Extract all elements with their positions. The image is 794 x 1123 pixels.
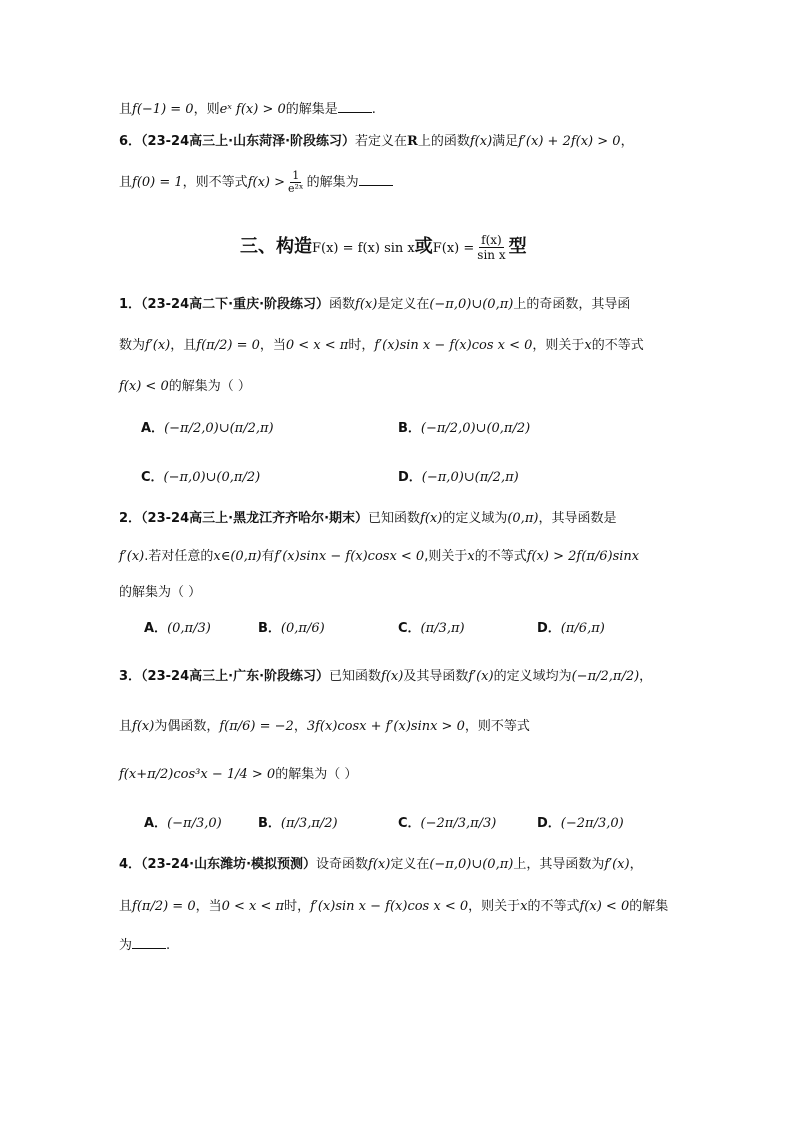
math-domain: (−π,0)∪(0,π) bbox=[429, 297, 514, 312]
q2-line-1 bbox=[119, 510, 616, 528]
option-label: B． bbox=[258, 621, 281, 636]
question-source: （23-24高三上·山东菏泽·阶段练习） bbox=[141, 134, 356, 149]
section-formula-2: F(x) = bbox=[432, 241, 475, 256]
text: 时， bbox=[284, 899, 311, 914]
question-source: （23-24高三上·黑龙江齐齐哈尔·期末） bbox=[141, 511, 369, 526]
section-or: 或 bbox=[414, 236, 433, 257]
text: ，其导函数是 bbox=[538, 511, 617, 526]
question-number: 6． bbox=[119, 134, 142, 149]
text: 的解集为（ ） bbox=[275, 767, 358, 782]
text: ，当 bbox=[259, 338, 286, 353]
q6-line-1 bbox=[119, 133, 634, 151]
math-derivative: f′(x) bbox=[604, 857, 630, 872]
text: 有 bbox=[261, 549, 275, 564]
text: ，则不等式 bbox=[464, 719, 530, 734]
text: ，则不等式 bbox=[182, 175, 248, 190]
q1-option-d[interactable] bbox=[398, 469, 519, 487]
text: 已知函数 bbox=[368, 511, 421, 526]
math-fx: f(x) bbox=[381, 669, 404, 684]
option-value: (0,π/3) bbox=[167, 621, 211, 636]
text: 的不等式 bbox=[527, 899, 580, 914]
text: 函数 bbox=[329, 297, 356, 312]
q3-line-2 bbox=[119, 718, 530, 736]
math-condition: 3f(x)cosx + f′(x)sinx > 0 bbox=[306, 719, 465, 734]
option-value: (−π/2,0)∪(π/2,π) bbox=[164, 421, 274, 436]
text: 为偶函数， bbox=[154, 719, 220, 734]
question-source: （23-24高三上·广东·阶段练习） bbox=[141, 669, 330, 684]
q3-option-d[interactable] bbox=[537, 815, 624, 833]
q2-line-3 bbox=[119, 584, 201, 602]
question-number: 3． bbox=[119, 669, 142, 684]
q3-option-b[interactable] bbox=[258, 815, 338, 833]
text: ， bbox=[639, 669, 653, 684]
option-label: C． bbox=[398, 621, 421, 636]
math-inequality: f(x) < 0 bbox=[579, 899, 630, 914]
math-condition: f(−1) = 0 bbox=[132, 102, 194, 117]
fraction bbox=[286, 170, 306, 195]
option-value: (π/6,π) bbox=[560, 621, 605, 636]
text: ， bbox=[620, 134, 634, 149]
section-title bbox=[240, 232, 527, 262]
q2-option-b[interactable] bbox=[258, 620, 325, 638]
q1-option-a[interactable] bbox=[141, 420, 274, 438]
q1-line-1 bbox=[119, 296, 630, 314]
q3-line-3 bbox=[119, 766, 357, 784]
text: 及其导函数 bbox=[403, 669, 469, 684]
option-label: C． bbox=[398, 816, 421, 831]
math-fx: f(x) bbox=[355, 297, 378, 312]
text: 的解集为（ ） bbox=[168, 379, 251, 394]
math-range: 0 < x < π bbox=[221, 899, 285, 914]
text: 时， bbox=[348, 338, 375, 353]
math-fx: f(x) bbox=[469, 134, 493, 149]
option-label: D． bbox=[398, 470, 422, 485]
question-number: 1． bbox=[119, 297, 142, 312]
question-number: 2． bbox=[119, 511, 142, 526]
q3-option-a[interactable] bbox=[144, 815, 222, 833]
text: 上，其导函数为 bbox=[513, 857, 605, 872]
option-value: (−π,0)∪(π/2,π) bbox=[421, 470, 519, 485]
math-domain: (−π/2,π/2) bbox=[571, 669, 640, 684]
text: 上的奇函数，其导函 bbox=[513, 297, 631, 312]
section-formula-1: F(x) = f(x) sin x bbox=[312, 241, 415, 256]
text: 为 bbox=[119, 938, 133, 953]
math-inequality: eˣ f(x) > 0 bbox=[219, 102, 286, 117]
question-source: （23-24·山东潍坊·模拟预测） bbox=[141, 857, 317, 872]
math-value: f(π/2) = 0 bbox=[132, 899, 196, 914]
math-x: x bbox=[584, 338, 592, 353]
question-number: 4． bbox=[119, 857, 142, 872]
math-derivative: f′(x) bbox=[145, 338, 171, 353]
math-x: x bbox=[467, 549, 475, 564]
math-x: x bbox=[520, 899, 528, 914]
fraction-denominator: e²ˣ bbox=[288, 182, 304, 195]
fraction-denominator: sin x bbox=[477, 247, 506, 262]
text: ,则关于 bbox=[424, 549, 468, 564]
question-source: （23-24高二下·重庆·阶段练习） bbox=[141, 297, 330, 312]
option-value: (π/3,π/2) bbox=[280, 816, 338, 831]
text: . bbox=[371, 102, 376, 117]
text: .若对任意的 bbox=[144, 549, 214, 564]
text: 且 bbox=[119, 175, 133, 190]
math-value: f(π/2) = 0 bbox=[196, 338, 260, 353]
q2-option-a[interactable] bbox=[144, 620, 211, 638]
q2-option-d[interactable] bbox=[537, 620, 605, 638]
text: 满足 bbox=[492, 134, 519, 149]
q6-line-2 bbox=[119, 170, 393, 195]
option-value: (−π/3,0) bbox=[167, 816, 222, 831]
math-domain: (−π,0)∪(0,π) bbox=[429, 857, 514, 872]
text: 上的函数 bbox=[417, 134, 470, 149]
math-inequality: f(x) > 2f(π/6)sinx bbox=[526, 549, 640, 564]
fraction-numerator: f(x) bbox=[481, 232, 502, 247]
math-condition: f′(x)sin x − f(x)cos x < 0 bbox=[310, 899, 469, 914]
answer-blank bbox=[359, 173, 393, 186]
section-prefix: 三、构造 bbox=[240, 236, 312, 257]
text: 是定义在 bbox=[377, 297, 430, 312]
q2-line-2 bbox=[119, 548, 639, 566]
math-condition: f′(x)sin x − f(x)cos x < 0 bbox=[374, 338, 533, 353]
text: 的解集为 bbox=[306, 175, 359, 190]
math-fx: f(x) bbox=[368, 857, 391, 872]
option-label: A． bbox=[144, 621, 168, 636]
option-label: B． bbox=[398, 421, 421, 436]
q2-option-c[interactable] bbox=[398, 620, 465, 638]
option-value: (−2π/3,0) bbox=[560, 816, 624, 831]
text: ， bbox=[293, 719, 307, 734]
math-inequality: f(x) > bbox=[247, 175, 285, 190]
answer-blank bbox=[132, 936, 166, 949]
q4-line-3 bbox=[119, 936, 170, 955]
text: ，则关于 bbox=[532, 338, 585, 353]
math-membership: x∈(0,π) bbox=[213, 549, 262, 564]
text: ，且 bbox=[170, 338, 197, 353]
text: 的定义域为 bbox=[442, 511, 508, 526]
fraction-numerator: 1 bbox=[292, 169, 300, 182]
text: 的解集是 bbox=[285, 102, 338, 117]
q4-line-1 bbox=[119, 856, 643, 874]
math-domain: (0,π) bbox=[507, 511, 539, 526]
section-fraction bbox=[475, 233, 507, 262]
option-label: D． bbox=[537, 816, 561, 831]
text: 且 bbox=[119, 719, 133, 734]
option-value: (−2π/3,π/3) bbox=[420, 816, 497, 831]
text: 的定义域均为 bbox=[493, 669, 572, 684]
math-derivative: f′(x) bbox=[119, 549, 145, 564]
option-value: (π/3,π) bbox=[420, 621, 465, 636]
math-range: 0 < x < π bbox=[285, 338, 349, 353]
q4-line-2 bbox=[119, 898, 668, 916]
text: 的不等式 bbox=[591, 338, 644, 353]
q3-line-1 bbox=[119, 668, 652, 686]
section-suffix: 型 bbox=[508, 236, 527, 257]
prev-q5-last-line bbox=[119, 100, 376, 119]
q1-line-3 bbox=[119, 378, 251, 396]
text: ， bbox=[629, 857, 643, 872]
answer-blank bbox=[338, 100, 372, 113]
option-value: (0,π/6) bbox=[280, 621, 325, 636]
math-f0: f(0) = 1 bbox=[132, 175, 183, 190]
math-inequality: f(x) < 0 bbox=[119, 379, 169, 394]
option-label: A． bbox=[141, 421, 165, 436]
text: ，则关于 bbox=[468, 899, 521, 914]
text: 数为 bbox=[119, 338, 146, 353]
math-condition: f′(x) + 2f(x) > 0 bbox=[518, 134, 621, 149]
math-value: f(π/6) = −2 bbox=[219, 719, 294, 734]
option-label: C． bbox=[141, 470, 164, 485]
math-fx: f(x) bbox=[132, 719, 155, 734]
option-value: (−π/2,0)∪(0,π/2) bbox=[420, 421, 531, 436]
text: 的不等式 bbox=[474, 549, 527, 564]
text: ，当 bbox=[195, 899, 222, 914]
math-condition: f′(x)sinx − f(x)cosx < 0 bbox=[274, 549, 425, 564]
math-derivative: f′(x) bbox=[468, 669, 494, 684]
q3-option-c[interactable] bbox=[398, 815, 496, 833]
math-inequality: f(x+π/2)cos³x − 1/4 > 0 bbox=[119, 767, 276, 782]
text: 的解集为（ ） bbox=[119, 585, 202, 600]
option-label: D． bbox=[537, 621, 561, 636]
text: 定义在 bbox=[390, 857, 430, 872]
q1-line-2 bbox=[119, 337, 644, 355]
option-value: (−π,0)∪(0,π/2) bbox=[163, 470, 261, 485]
text: 已知函数 bbox=[329, 669, 382, 684]
q1-option-c[interactable] bbox=[141, 469, 260, 487]
text: 且 bbox=[119, 102, 133, 117]
text: 的解集 bbox=[629, 899, 669, 914]
text: 设奇函数 bbox=[316, 857, 369, 872]
math-fx: f(x) bbox=[420, 511, 443, 526]
option-label: B． bbox=[258, 816, 281, 831]
text: ，则 bbox=[193, 102, 220, 117]
q1-option-b[interactable] bbox=[398, 420, 530, 438]
math-R: R bbox=[407, 134, 418, 149]
text: . bbox=[166, 938, 171, 953]
text: 且 bbox=[119, 899, 133, 914]
option-label: A． bbox=[144, 816, 168, 831]
text: 若定义在 bbox=[355, 134, 408, 149]
